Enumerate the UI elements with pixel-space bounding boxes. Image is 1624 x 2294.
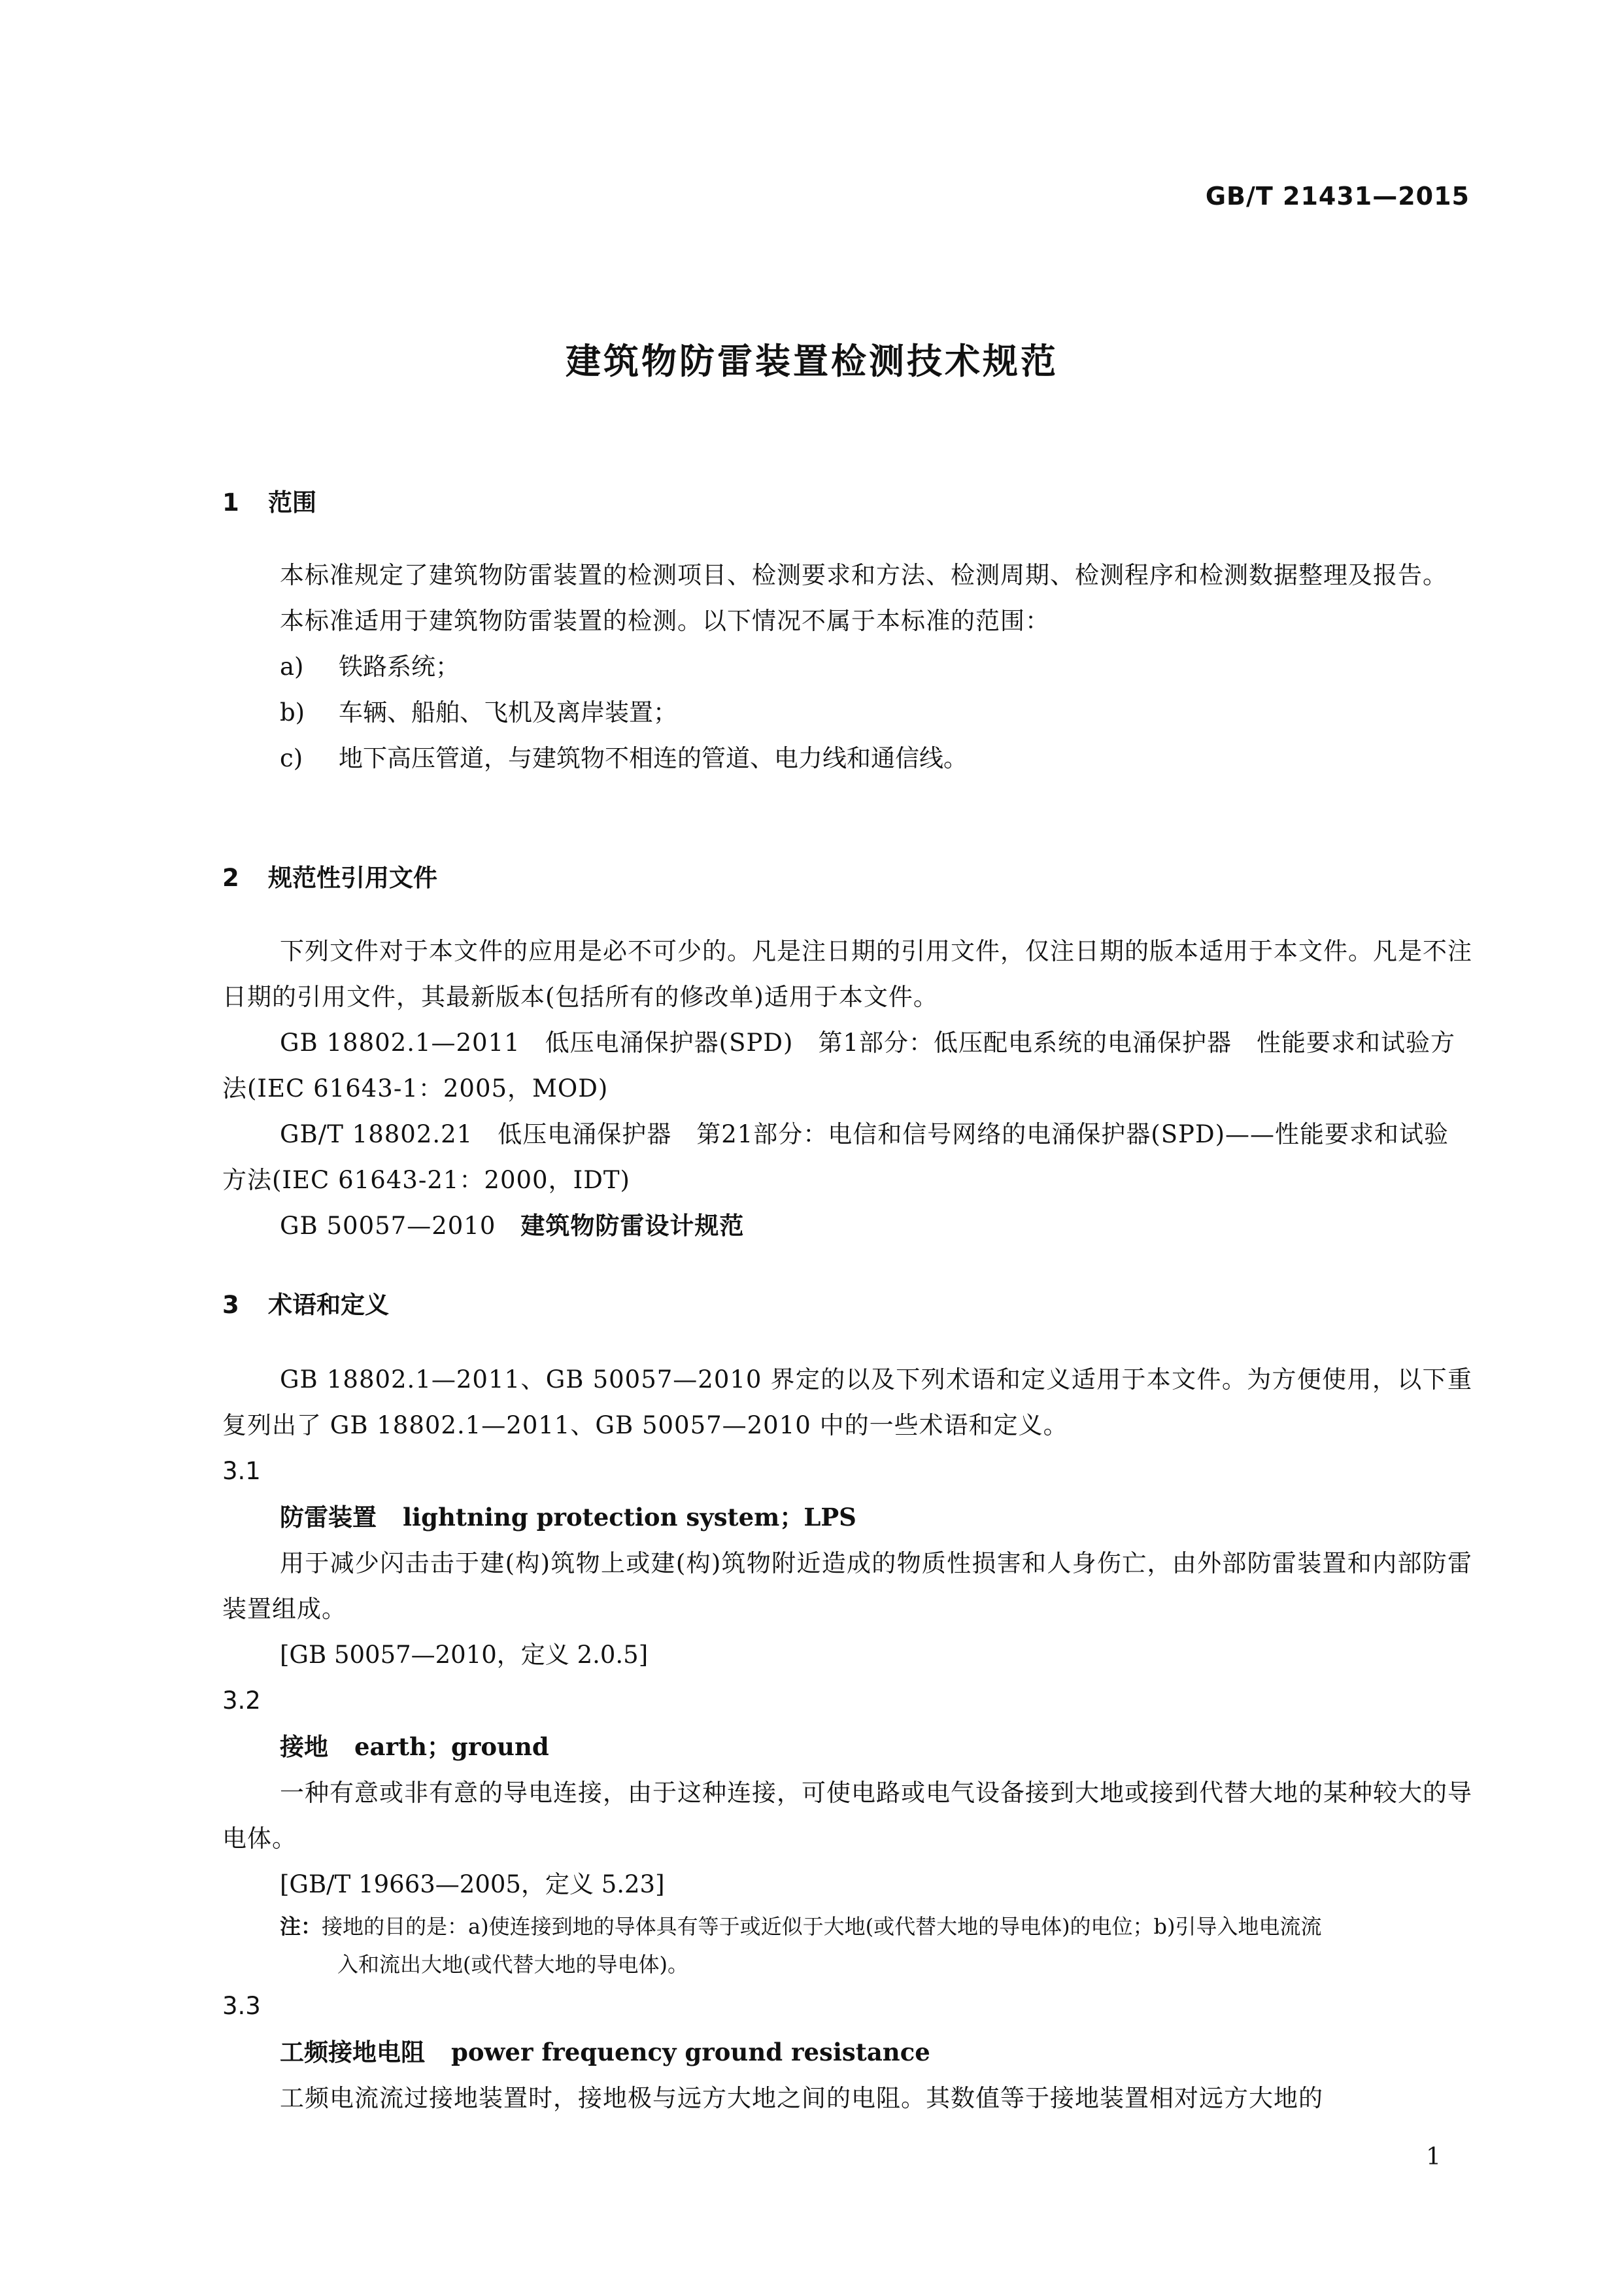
section-1-body: [222, 553, 1472, 781]
list-item: [222, 644, 1472, 690]
term-note: [222, 1908, 1472, 1983]
list-item: [222, 736, 1472, 781]
term-number: 3.3: [222, 1992, 261, 2020]
term-heading: [222, 1724, 1472, 1770]
paragraph: 本标准适用于建筑物防雷装置的检测。以下情况不属于本标准的范围：: [280, 607, 1050, 635]
section-number: 3: [222, 1291, 239, 1319]
term-definition: 用于减少闪击击于建(构)筑物上或建(构)筑物附近造成的物质性损害和人身伤亡，由外部防雷装置和内部防雷装置组成。: [222, 1549, 1472, 1623]
section-heading: [222, 1285, 1472, 1320]
note-text-continued: 入和流出大地(或代替大地的导电体)。: [337, 1952, 688, 1977]
note-label: 注：: [280, 1914, 322, 1939]
section-title: 术语和定义: [268, 1291, 389, 1319]
reference-entry: [222, 1203, 1472, 1249]
list-text: 地下高压管道，与建筑物不相连的管道、电力线和通信线。: [339, 744, 968, 772]
page-number: 1: [1426, 2144, 1441, 2170]
paragraph: 下列文件对于本文件的应用是必不可少的。凡是注日期的引用文件，仅注日期的版本适用于本文件。凡是不注日期的引用文件，其最新版本(包括所有的修改单)适用于本文件。: [222, 937, 1472, 1011]
term-zh: 接地: [280, 1733, 328, 1761]
term-heading: [222, 1494, 1472, 1541]
term-en: power frequency ground resistance: [451, 2038, 930, 2066]
list-marker: c): [280, 744, 303, 772]
term-en: lightning protection system；LPS: [403, 1503, 856, 1532]
section-2: [222, 858, 1472, 893]
section-1: [222, 483, 1472, 518]
note-text: 接地的目的是：a)使连接到地的导体具有等于或近似于大地(或代替大地的导电体)的电位；b)引导入地电流流: [322, 1914, 1322, 1939]
section-heading: [222, 858, 1472, 893]
section-heading: [222, 483, 1472, 518]
section-2-body: [222, 929, 1472, 1249]
section-title: 范围: [268, 488, 316, 517]
list-text: 车辆、船舶、飞机及离岸装置；: [339, 698, 677, 727]
section-3: [222, 1285, 1472, 1320]
standard-code: GB/T 21431—2015: [1205, 182, 1470, 211]
term-source: [GB/T 19663—2005，定义 5.23]: [280, 1870, 665, 1898]
list-item: [222, 690, 1472, 736]
document-title: 建筑物防雷装置检测技术规范: [566, 341, 1058, 382]
term-en: earth；ground: [354, 1732, 549, 1761]
term-heading: [222, 2029, 1472, 2076]
term-source: [GB 50057—2010，定义 2.0.5]: [280, 1641, 649, 1669]
list-text: 铁路系统；: [339, 653, 460, 681]
term-number: 3.1: [222, 1457, 261, 1485]
reference-code: GB 50057—2010: [280, 1212, 496, 1240]
reference-entry: GB 18802.1—2011 低压电涌保护器(SPD) 第1部分：低压配电系统的电涌保护器 性能要求和试验方法(IEC 61643-1：2005，MOD): [222, 1029, 1455, 1103]
section-number: 1: [222, 488, 239, 517]
term-number: 3.2: [222, 1686, 261, 1715]
list-marker: b): [280, 698, 305, 727]
section-title: 规范性引用文件: [268, 864, 437, 892]
term-zh: 防雷装置: [280, 1503, 377, 1532]
paragraph: GB 18802.1—2011、GB 50057—2010 界定的以及下列术语和定义适用于本文件。为方便使用，以下重复列出了 GB 18802.1—2011、GB 50057—2010 中的一些术语和定义。: [222, 1365, 1472, 1439]
section-number: 2: [222, 864, 239, 892]
reference-entry: GB/T 18802.21 低压电涌保护器 第21部分：电信和信号网络的电涌保护器(SPD)——性能要求和试验方法(IEC 61643-21：2000，IDT): [222, 1120, 1449, 1194]
term-definition: 一种有意或非有意的导电连接，由于这种连接，可使电路或电气设备接到大地或接到代替大地的某种较大的导电体。: [222, 1779, 1472, 1853]
list-marker: a): [280, 653, 304, 681]
section-3-body: [222, 1357, 1472, 2121]
term-definition: 工频电流流过接地装置时，接地极与远方大地之间的电阻。其数值等于接地装置相对远方大地的: [280, 2084, 1323, 2112]
paragraph: 本标准规定了建筑物防雷装置的检测项目、检测要求和方法、检测周期、检测程序和检测数据整理及报告。: [280, 561, 1447, 589]
term-zh: 工频接地电阻: [280, 2038, 425, 2066]
reference-title: 建筑物防雷设计规范: [520, 1212, 745, 1240]
